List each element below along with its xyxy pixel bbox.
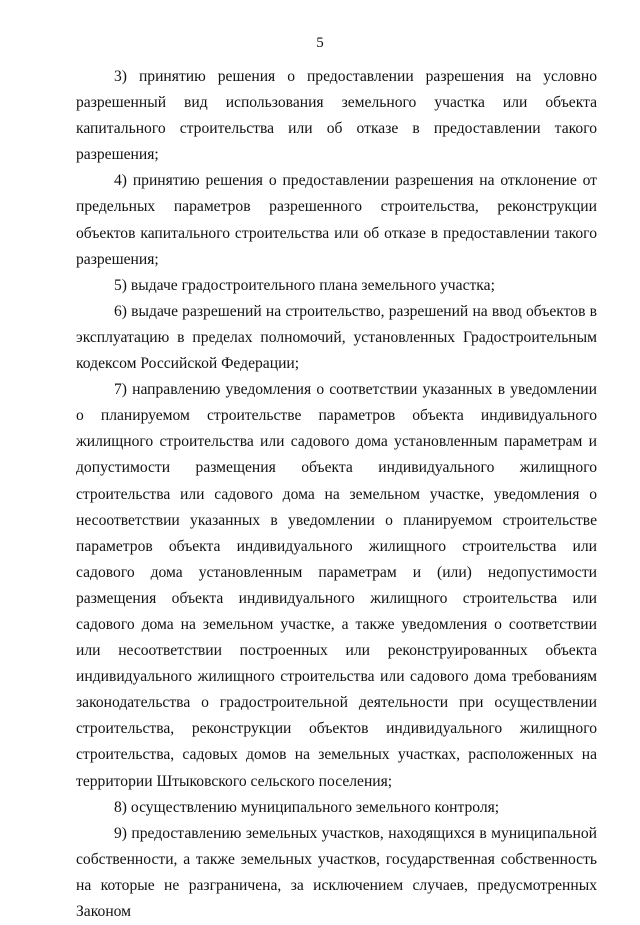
paragraph-item-5: 5) выдаче градостроительного плана земельного участка;	[114, 276, 495, 294]
paragraph-item-3: 3) принятию решения о предоставлении разрешения на условно разрешенный вид использования земельного участка или объекта капитального строительства или об отказе в предоставлении такого разрешения;	[76, 68, 597, 164]
paragraph-item-7: 7) направлению уведомления о соответствии указанных в уведомлении о планируемом строительстве параметров объекта индивидуального жилищного строительства или садового дома установленным параметрам и допустимости размещения объекта индивидуального жилищного строительства или садового дома на земельном участке, уведомления о несоответствии указанных в уведомлении о планируемом строительстве параметров объекта индивидуального жилищного строительства или садового дома установленным параметрам и (или) недопустимости размещения объекта индивидуального жилищного строительства или садового дома на земельном участке, а также уведомления о соответствии или несоответствии построенных или реконструированных объекта индивидуального жилищного строительства или садового дома требованиям законодательства о градостроительной деятельности при осуществлении строительства, реконструкции объектов индивидуального жилищного строительства, садовых домов на земельных участках, расположенных на территории Штыковского сельского поселения;	[76, 381, 597, 790]
paragraph-item-8: 8) осуществлению муниципального земельного контроля;	[114, 798, 500, 816]
paragraph-item-4: 4) принятию решения о предоставлении разрешения на отклонение от предельных параметров разрешенного строительства, реконструкции объектов капитального строительства или об отказе в предоставлении такого разрешения;	[76, 172, 597, 268]
document-body	[76, 64, 597, 925]
paragraph-item-9: 9) предоставлению земельных участков, находящихся в муниципальной собственности, а также земельных участков, государственная собственность на которые не разграничена, за исключением случаев, предусмотренных Законом	[76, 824, 597, 920]
paragraph-item-6: 6) выдаче разрешений на строительство, разрешений на ввод объектов в эксплуатацию в пределах полномочий, установленных Градостроительным кодексом Российской Федерации;	[76, 302, 597, 373]
page-number: 5	[316, 35, 324, 51]
